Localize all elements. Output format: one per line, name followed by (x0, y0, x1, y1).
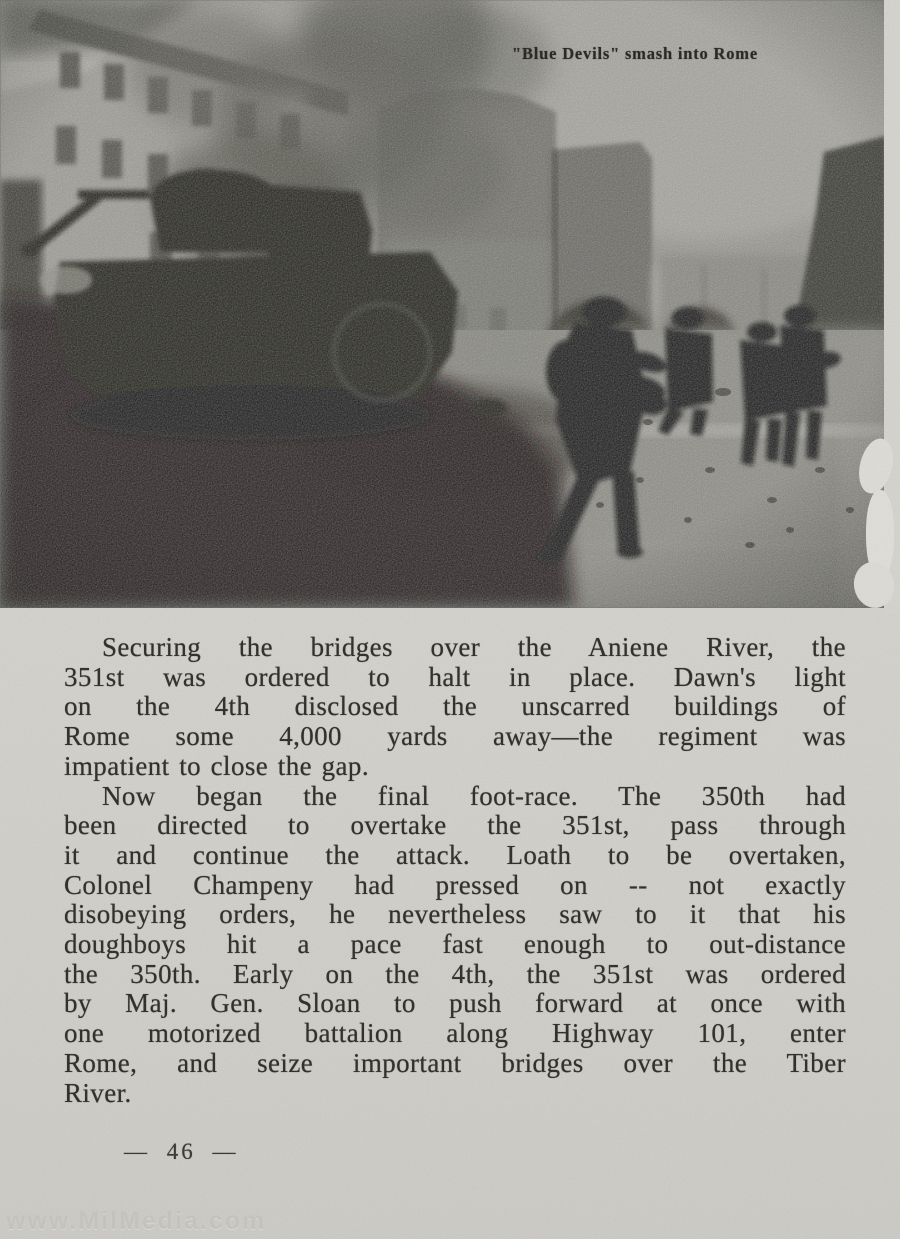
text-line: the 350th. Early on the 4th, the 351st was ordered (64, 958, 846, 989)
text-line: Colonel Champeny had pressed on -- not exactly (64, 869, 846, 900)
text-line: it and continue the attack. Loath to be overtaken, (64, 839, 846, 870)
text-line: on the 4th disclosed the unscarred buildings of (64, 691, 846, 722)
page-number: — 46 — (124, 1139, 239, 1164)
watermark: www.MilMedia.com (6, 1207, 267, 1235)
page-margin-strip (884, 0, 900, 614)
text-line: one motorized battalion along Highway 101, enter (64, 1018, 846, 1049)
text-line: 351st was ordered to halt in place. Dawn's light (64, 661, 846, 692)
text-line: disobeying orders, he nevertheless saw to it that his (64, 899, 846, 930)
text-line: River. (64, 1077, 132, 1108)
text-line: been directed to overtake the 351st, pass through (64, 810, 846, 841)
text-line: doughboys hit a pace fast enough to out-distance (64, 929, 846, 960)
text-line: by Maj. Gen. Sloan to push forward at once with (64, 988, 846, 1019)
photo-caption: "Blue Devils" smash into Rome (512, 44, 758, 63)
photo-illustration (0, 0, 886, 608)
photo (0, 0, 886, 608)
text-line: impatient to close the gap. (64, 750, 369, 781)
film-grain (0, 0, 886, 608)
text-line: Rome, and seize important bridges over the Tiber (64, 1047, 846, 1078)
text-line: Rome some 4,000 yards away—the regiment was (64, 721, 846, 752)
body-text (64, 633, 846, 1108)
text-line: Securing the bridges over the Aniene River, the (102, 632, 846, 662)
text-line: Now began the final foot-race. The 350th had (102, 780, 846, 811)
